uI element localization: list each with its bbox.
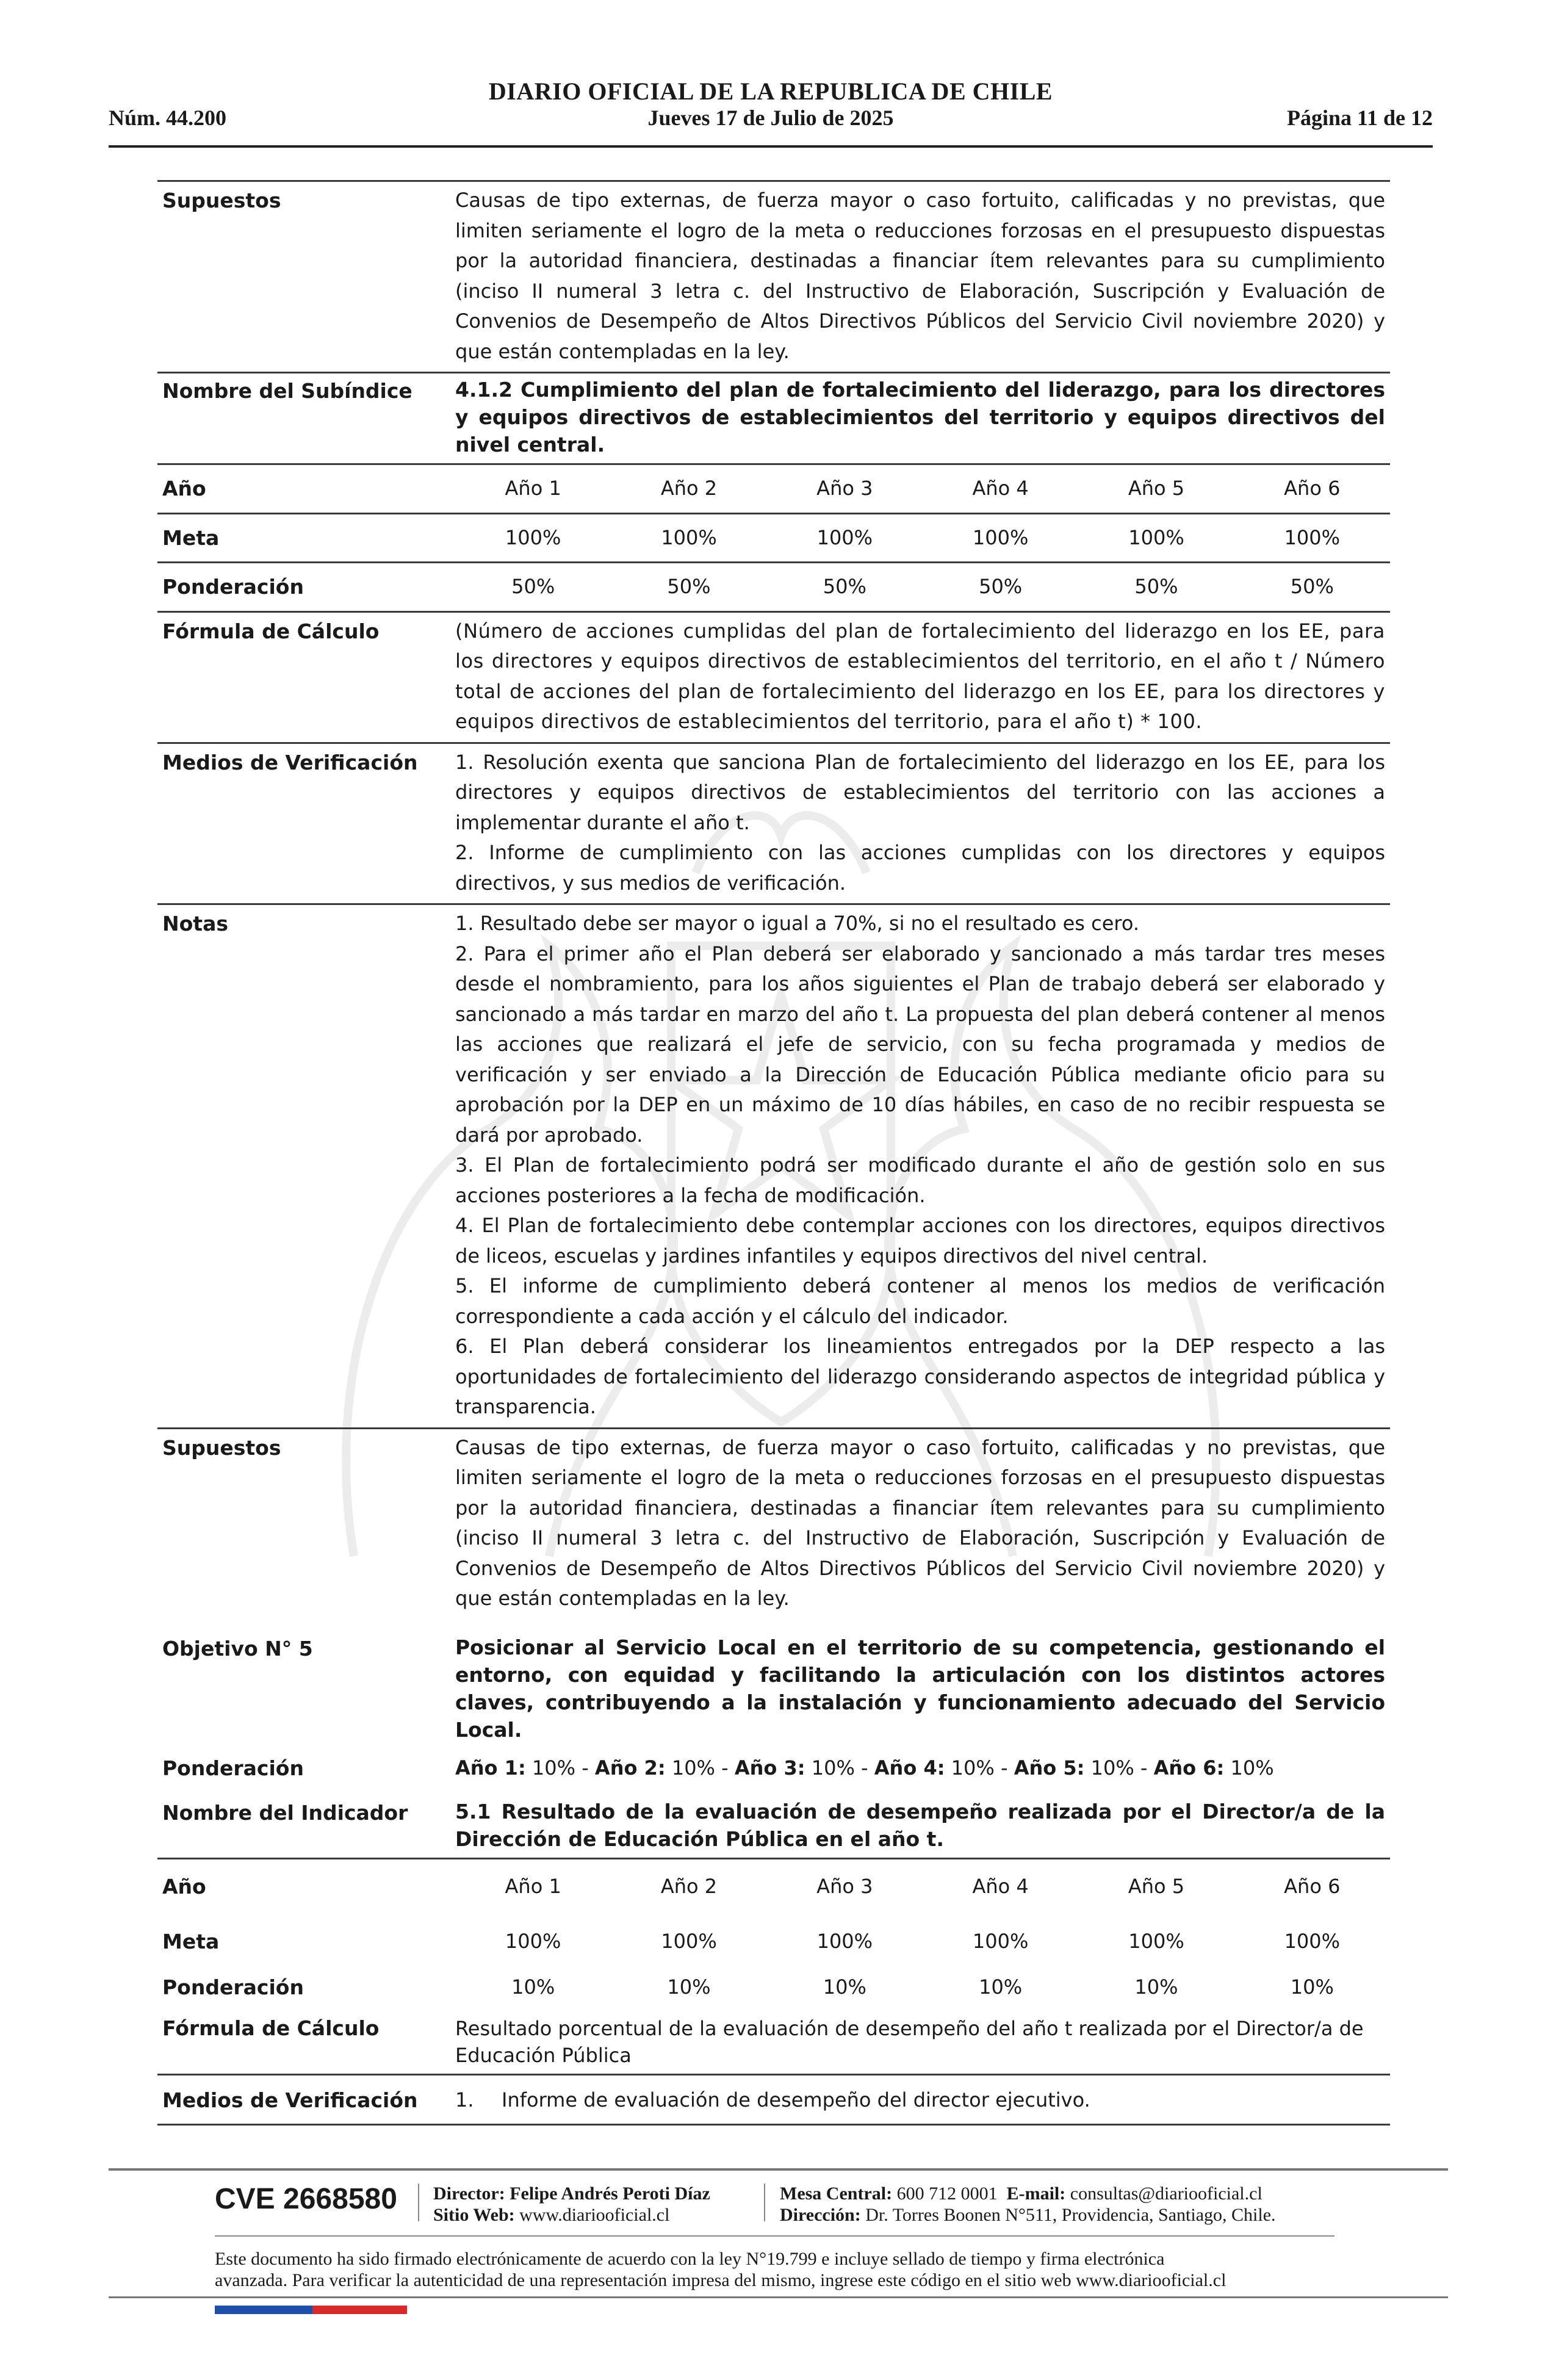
mesa-value: 600 712 0001: [896, 2183, 998, 2204]
row-label: Año: [162, 477, 206, 500]
year-cell: Año 6: [1284, 1875, 1341, 1898]
pond-value: 10%: [951, 1756, 995, 1780]
sitio-label: Sitio Web:: [433, 2205, 515, 2225]
footer-separator: [764, 2183, 765, 2221]
director-label: Director:: [433, 2183, 505, 2204]
row-value: Año 1: 10% - Año 2: 10% - Año 3: 10% - Año 4: 10% - Año 5: 10% - Año 6: 10%: [455, 1756, 1274, 1780]
list-item: 6. El Plan deberá considerar los lineamientos entregados por la DEP respecto a las oportunidades de fortalecimiento del liderazgo considerando aspectos de integridad pública y transparencia.: [455, 1335, 1385, 1418]
pond-year: Año 1:: [455, 1756, 526, 1780]
table-row-ano-2: [157, 1858, 1390, 1914]
year-cell: Año 3: [816, 477, 873, 500]
page-header: [109, 73, 1433, 148]
row-value: (Número de acciones cumplidas del plan de fortalecimiento del liderazgo en los EE, para los directores y equipos directivos de establecimientos del territorio, en el año t / Número total de acciones del plan de fortalecimiento del liderazgo en los EE, para los directores y equipos directivos de establecimientos del territorio, para el año t) * 100.: [455, 619, 1385, 733]
ponderacion-cell: 50%: [667, 575, 711, 598]
row-value: Causas de tipo externas, de fuerza mayor o caso fortuito, calificadas y no previstas, que limiten seriamente el logro de la meta o reducciones forzosas en el presupuesto dispuestas por la autoridad financiera, destinadas a financiar ítem relevantes para su cumplimiento (inciso II numeral 3 letra c. del Instructivo de Elaboración, Suscripción y Evaluación de Convenios de Desempeño de Altos Directivos Públicos del Servicio Civil noviembre 2020) y que están contempladas en la ley.: [455, 189, 1385, 363]
footer-bottom-rule: [109, 2296, 1448, 2298]
row-label: Fórmula de Cálculo: [162, 619, 380, 643]
row-value: Posicionar al Servicio Local en el territorio de su competencia, gestionando el entorno, con equidad y facilitando la articulación con los distintos actores claves, contribuyendo a la instalación y funcionamiento adecuado del Servicio Local.: [455, 1635, 1385, 1742]
list-item: 1. Resultado debe ser mayor o igual a 70%, si no el resultado es cero.: [455, 912, 1140, 935]
row-label: Ponderación: [162, 1975, 304, 1999]
row-label: Medios de Verificación: [162, 750, 418, 774]
ponderacion-cell: 10%: [1134, 1975, 1178, 1999]
email-link[interactable]: consultas@diariooficial.cl: [1070, 2183, 1262, 2204]
table-row-medios: [157, 742, 1390, 904]
ponderacion-cells: [455, 572, 1390, 602]
year-cell: Año 4: [972, 1875, 1029, 1898]
pond-value: 10%: [671, 1756, 715, 1780]
year-cell: Año 1: [505, 1875, 561, 1898]
email-label: E-mail:: [1006, 2183, 1066, 2204]
cve-code: CVE 2668580: [215, 2183, 397, 2215]
list-number: 1.: [455, 2088, 474, 2111]
year-cell: Año 2: [660, 1875, 718, 1898]
meta-cell: 100%: [972, 525, 1029, 549]
ponderacion-cell: 10%: [667, 1975, 711, 1999]
pond-value: 10%: [1230, 1756, 1274, 1780]
table-row-ano: [157, 463, 1390, 513]
list-item: 2. Para el primer año el Plan deberá ser elaborado y sancionado a más tardar tres meses desde el nombramiento, para los años siguientes el Plan de trabajo deberá ser elaborado y sancionado a más tardar en marzo del año t. La propuesta del plan deberá contener al menos las acciones que realizará el jefe de servicio, con su fecha programada y medios de verificación y ser enviado a la Dirección de Educación Pública mediante oficio para su aprobación por la DEP en un máximo de 10 días hábiles, en caso de no recibir respuesta se dará por aprobado.: [455, 942, 1385, 1147]
table-row-notas: [157, 903, 1390, 1427]
signature-note-line: Este documento ha sido firmado electrónicamente de acuerdo con la ley N°19.799 e incluye sellado de tiempo y firma electrónica: [215, 2249, 1165, 2269]
row-label: Nombre del Indicador: [162, 1801, 408, 1825]
row-label: Meta: [162, 525, 220, 550]
year-cell: Año 4: [972, 477, 1029, 500]
row-value: [455, 2085, 1390, 2116]
year-cells: [455, 1872, 1390, 1902]
footer-separator: [418, 2183, 419, 2221]
year-cell: Año 2: [660, 477, 718, 500]
meta-cell: 100%: [1284, 1929, 1341, 1953]
pond-value: 10%: [1090, 1756, 1134, 1780]
table-row-formula: [157, 611, 1390, 742]
row-value: [455, 748, 1390, 899]
pond-value: 10%: [531, 1756, 576, 1780]
meta-cell: 100%: [972, 1929, 1029, 1953]
footer-contact-block: [780, 2183, 1276, 2226]
ponderacion-cell: 50%: [823, 575, 866, 598]
ponderacion-cell: 10%: [823, 1975, 866, 1999]
table-row-ponderacion: [157, 561, 1390, 611]
list-item: 4. El Plan de fortalecimiento debe contemplar acciones con los directores, equipos directivos de liceos, escuelas y jardines infantiles y equipos directivos del nivel central.: [455, 1214, 1385, 1268]
row-label: Año: [162, 1875, 206, 1899]
meta-cell: 100%: [1284, 525, 1341, 549]
signature-note-line: avanzada. Para verificar la autenticidad de una representación impresa del mismo, ingrese este código en el sitio web www.diariooficial.cl: [215, 2270, 1226, 2290]
row-value: 4.1.2 Cumplimiento del plan de fortalecimiento del liderazgo, para los directores y equipos directivos de establecimientos del territorio y equipos directivos del nivel central.: [455, 378, 1385, 456]
row-label: Objetivo N° 5: [162, 1636, 313, 1661]
row-label: Medios de Verificación: [162, 2088, 418, 2112]
table-row-supuestos-2: [157, 1427, 1390, 1625]
table-row-meta-2: [157, 1914, 1390, 1969]
ponderacion-cell: 50%: [511, 575, 555, 598]
meta-cell: 100%: [661, 525, 717, 549]
meta-cell: 100%: [1128, 525, 1184, 549]
row-label: Notas: [162, 912, 228, 936]
meta-cell: 100%: [505, 1929, 561, 1953]
table-row-supuestos: [157, 180, 1390, 372]
issue-number: Núm. 44.200: [109, 106, 227, 130]
meta-cells: [455, 1927, 1390, 1957]
ponderacion-cell: 10%: [1290, 1975, 1334, 1999]
flag-bar-red: [312, 2306, 407, 2314]
year-cell: Año 5: [1128, 1875, 1185, 1898]
row-label: Supuestos: [162, 189, 281, 212]
row-value: 5.1 Resultado de la evaluación de desempeño realizada por el Director/a de la Dirección de Educación Pública en el año t.: [455, 1800, 1385, 1851]
year-cell: Año 1: [505, 477, 561, 500]
table-row-ponderacion-2: [157, 1969, 1390, 2015]
row-label: Meta: [162, 1929, 220, 1953]
row-value: [455, 909, 1390, 1423]
row-label: Ponderación: [162, 1756, 304, 1780]
signature-note: [215, 2248, 1374, 2291]
ponderacion-cell: 50%: [979, 575, 1023, 598]
ponderacion-cell: 50%: [1290, 575, 1334, 598]
ponderacion-cells: [455, 1972, 1390, 2003]
table-row-medios-2: [157, 2074, 1390, 2126]
meta-cell: 100%: [505, 525, 561, 549]
row-label: Ponderación: [162, 575, 304, 599]
pond-year: Año 5:: [1014, 1756, 1085, 1780]
year-cell: Año 3: [816, 1875, 873, 1898]
direccion-value: Dr. Torres Boonen N°511, Providencia, Santiago, Chile.: [865, 2205, 1276, 2225]
list-item: 3. El Plan de fortalecimiento podrá ser modificado durante el año de gestión solo en sus acciones posteriores a la fecha de modificación.: [455, 1153, 1385, 1207]
issue-date: Jueves 17 de Julio de 2025: [647, 106, 894, 130]
footer-divider: [215, 2235, 1334, 2237]
row-value: Resultado porcentual de la evaluación de desempeño del año t realizada por el Director/a de Educación Pública: [455, 2016, 1364, 2067]
newspaper-title: DIARIO OFICIAL DE LA REPUBLICA DE CHILE: [488, 78, 1053, 105]
table-row-meta: [157, 513, 1390, 562]
table-row-formula-2: [157, 2015, 1390, 2074]
year-cell: Año 5: [1128, 477, 1185, 500]
ponderacion-cell: 50%: [1134, 575, 1178, 598]
row-label: Fórmula de Cálculo: [162, 2016, 380, 2040]
pond-year: Año 6:: [1153, 1756, 1225, 1780]
meta-cell: 100%: [1128, 1929, 1184, 1953]
direccion-label: Dirección:: [780, 2205, 861, 2225]
meta-cell: 100%: [661, 1929, 717, 1953]
meta-cell: 100%: [816, 1929, 873, 1953]
pond-year: Año 4:: [874, 1756, 945, 1780]
mesa-label: Mesa Central:: [780, 2183, 893, 2204]
table-row-indicador: [157, 1792, 1390, 1858]
table-row-subindice: [157, 372, 1390, 463]
agreement-table: [157, 180, 1390, 2126]
meta-cells: [455, 523, 1390, 554]
meta-cell: 100%: [816, 525, 873, 549]
year-cells: [455, 474, 1390, 504]
row-label: Supuestos: [162, 1435, 281, 1460]
ponderacion-cell: 10%: [511, 1975, 555, 1999]
pond-year: Año 3:: [734, 1756, 805, 1780]
sitio-link[interactable]: www.diariooficial.cl: [519, 2205, 670, 2225]
list-item: 5. El informe de cumplimiento deberá contener al menos los medios de verificación correspondiente a cada acción y el cálculo del indicador.: [455, 1274, 1385, 1328]
pond-year: Año 2:: [594, 1756, 666, 1780]
table-row-objetivo: [157, 1625, 1390, 1748]
table-row-ponderacion-objetivo: [157, 1748, 1390, 1792]
row-value: Causas de tipo externas, de fuerza mayor o caso fortuito, calificadas y no previstas, que limiten seriamente el logro de la meta o reducciones forzosas en el presupuesto dispuestas por la autoridad financiera, destinadas a financiar ítem relevantes para su cumplimiento (inciso II numeral 3 letra c. del Instructivo de Elaboración, Suscripción y Evaluación de Convenios de Desempeño de Altos Directivos Públicos del Servicio Civil noviembre 2020) y que están contempladas en la ley.: [455, 1435, 1385, 1610]
list-item: 1. Resolución exenta que sanciona Plan de fortalecimiento del liderazgo en los EE, para los directores y equipos directivos de establecimientos del territorio con las acciones a implementar durante el año t.: [455, 750, 1385, 834]
year-cell: Año 6: [1284, 477, 1341, 500]
director-name: Felipe Andrés Peroti Díaz: [510, 2183, 710, 2204]
list-item: 2. Informe de cumplimiento con las acciones cumplidas con los directores y equipos directivos, y sus medios de verificación.: [455, 841, 1385, 895]
page-number: Página 11 de 12: [1286, 106, 1433, 130]
footer-director-block: [433, 2183, 710, 2226]
pond-value: 10%: [811, 1756, 855, 1780]
flag-bar-blue: [215, 2306, 312, 2314]
list-item: Informe de evaluación de desempeño del director ejecutivo.: [502, 2088, 1090, 2111]
footer-divider: [109, 2168, 1448, 2171]
ponderacion-cell: 10%: [979, 1975, 1023, 1999]
row-label: Nombre del Subíndice: [162, 379, 412, 403]
